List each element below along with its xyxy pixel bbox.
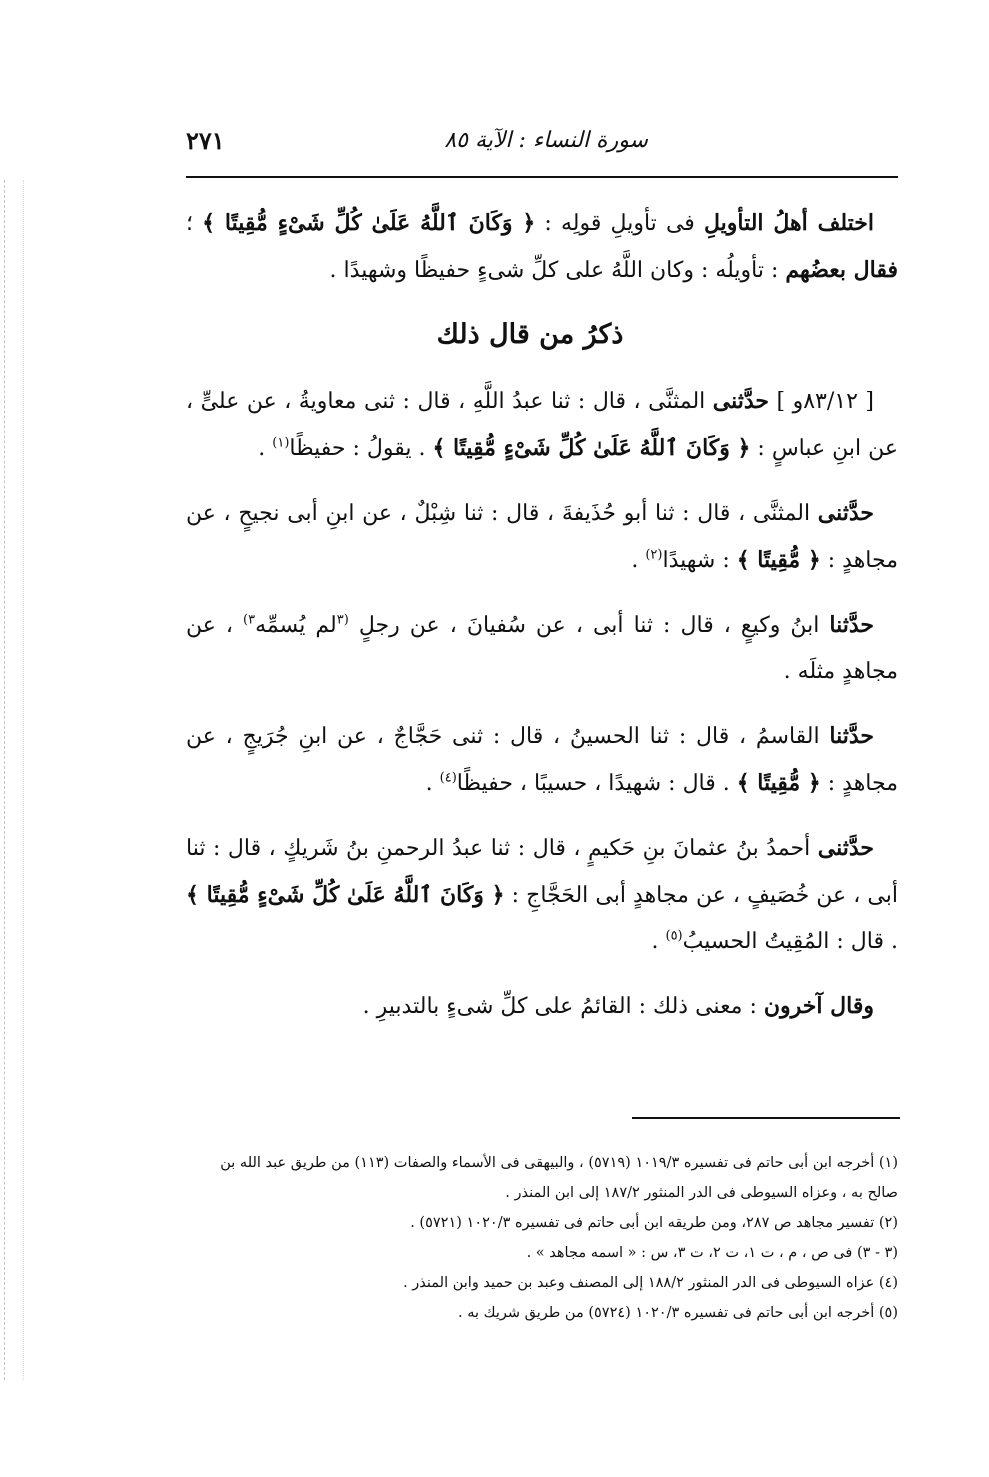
- paragraph-intro: [186, 200, 898, 294]
- para-lead: اختلف أهلُ التأويلِ: [703, 210, 874, 236]
- para-lead: حدَّثنى: [712, 388, 770, 414]
- para-lead: حدَّثنا: [829, 612, 874, 638]
- para-text: فى تأويلِ قولِه :: [535, 211, 704, 236]
- para-text: .: [631, 548, 646, 573]
- page-header: [186, 120, 898, 178]
- para-bold: فقال بعضُهم: [785, 257, 898, 283]
- paragraph-other-view: [186, 983, 898, 1030]
- para-text: .: [425, 771, 440, 796]
- para-text: .: [258, 436, 273, 461]
- quran-quote: ﴿ مُّقِيتًا ﴾: [736, 547, 821, 573]
- para-lead: حدَّثنى: [817, 500, 874, 526]
- paragraph-narration-2: [186, 490, 898, 584]
- para-lead: وقال آخرون: [763, 993, 874, 1019]
- para-text: المثنَّى ، قال : ثنا عبدُ اللَّهِ ، قال : ثنى معاويةُ ، عن علىٍّ ، عن ابنِ عباسٍ :: [186, 389, 898, 461]
- para-text: ، عن مجاهدٍ مثلَه .: [186, 613, 898, 684]
- footnote-item: (٣ - ٣) فى ص ، م ، ت ١، ت ٢، ت ٣، س : « اسمه مجاهد » .: [526, 1245, 898, 1261]
- footnote-marker: (٤): [439, 770, 457, 786]
- footnote-item: (٥) أخرجه ابن أبى حاتم فى تفسيره ١٠٢٠/٣ (٥٧٢٤) من طريق شريك به .: [457, 1305, 898, 1321]
- para-text: : معنى ذلك : القائمُ على كلِّ شىءٍ بالتدبيرِ .: [362, 994, 764, 1019]
- para-text: أحمدُ بنُ عثمانَ بنِ حَكيمٍ ، قال : ثنا عبدُ الرحمنِ بنُ شَريكٍ ، قال : ثنا أبى ، عن خُصَيفٍ ، عن مجاهدٍ أبى الحَجَّاجِ :: [186, 836, 898, 908]
- manuscript-ref: [ ٨٣/١٢و ]: [769, 389, 874, 414]
- quran-quote: ﴿ وَكَانَ ٱللَّهُ عَلَىٰ كُلِّ شَىْءٍ مُّقِيتًا ﴾: [186, 882, 505, 908]
- footnote-marker: (٣: [336, 612, 349, 628]
- footnote-marker: (٥): [665, 928, 683, 944]
- para-text: .: [651, 929, 666, 954]
- footnote-marker: (٢): [645, 547, 663, 563]
- footnote-item: (٤) عزاه السيوطى فى الدر المنثور ١٨٨/٢ إلى المصنف وعبد بن حميد وابن المنذر .: [403, 1275, 898, 1291]
- para-text: . قال : شهيدًا ، حسيبًا ، حفيظًا: [456, 771, 737, 796]
- para-text: المثنَّى ، قال : ثنا أبو حُذَيفةَ ، قال : ثنا شِبْلٌ ، عن ابنِ أبى نجيحٍ ، عن مجاهدٍ :: [186, 501, 898, 573]
- paragraph-narration-4: [186, 713, 898, 807]
- footnotes: [186, 1148, 898, 1328]
- quran-quote: ﴿ مُّقِيتًا ﴾: [736, 770, 821, 796]
- binding-edge: [4, 180, 24, 1380]
- footnote-item: (٢) تفسير مجاهد ص ٢٨٧، ومن طريقه ابن أبى حاتم فى تفسيره ١٠٢٠/٣ (٥٧٢١) .: [410, 1215, 898, 1231]
- page-number: ٢٧١: [186, 126, 225, 155]
- footnote-item: (١) أخرجه ابن أبى حاتم فى تفسيره ١٠١٩/٣ (٥٧١٩) ، والبيهقى فى الأسماء والصفات (١١٣) من طريق عبد الله بن صالح به ، وعزاه السيوطى فى الدر المنثور ١٨٧/٢ إلى ابن المنذر .: [220, 1155, 898, 1201]
- para-text: . يقولُ : حفيظًا: [289, 436, 433, 461]
- paragraph-narration-1: [186, 378, 898, 472]
- para-text: : تأويلُه : وكان اللَّهُ على كلِّ شىءٍ حفيظًا وشهيدًا .: [329, 258, 786, 283]
- footnote-marker: ٣): [243, 612, 256, 628]
- para-lead: حدَّثنا: [829, 723, 874, 749]
- quran-quote: ﴿ وَكَانَ ٱللَّهُ عَلَىٰ كُلِّ شَىْءٍ مُّقِيتًا ﴾: [432, 435, 751, 461]
- paragraph-narration-3: [186, 602, 898, 695]
- para-lead: حدَّثنى: [817, 835, 874, 861]
- running-title: سورة النساء : الآية ٨٥: [444, 128, 648, 153]
- para-text: : شهيدًا: [662, 548, 737, 573]
- footnote-separator: [632, 1117, 900, 1119]
- para-text: ابنُ وكيعٍ ، قال : ثنا أبى ، عن سُفيانَ ، عن رجلٍ: [348, 613, 830, 638]
- section-heading: ذكرُ من قال ذلك: [436, 319, 624, 350]
- para-text: لم يُسمِّه: [255, 613, 337, 638]
- para-text: . قال : المُقِيتُ الحسيبُ: [682, 929, 898, 954]
- para-text: القاسمُ ، قال : ثنا الحسينُ ، قال : ثنى حَجَّاجٌ ، عن ابنِ جُرَيجٍ ، عن مجاهدٍ :: [186, 724, 898, 796]
- para-text: ؛: [186, 211, 203, 236]
- quran-quote: ﴿ وَكَانَ ٱللَّهُ عَلَىٰ كُلِّ شَىْءٍ مُّقِيتًا ﴾: [202, 210, 536, 236]
- paragraph-narration-5: [186, 825, 898, 965]
- main-text: [186, 200, 898, 1048]
- footnote-marker: (١): [272, 435, 290, 451]
